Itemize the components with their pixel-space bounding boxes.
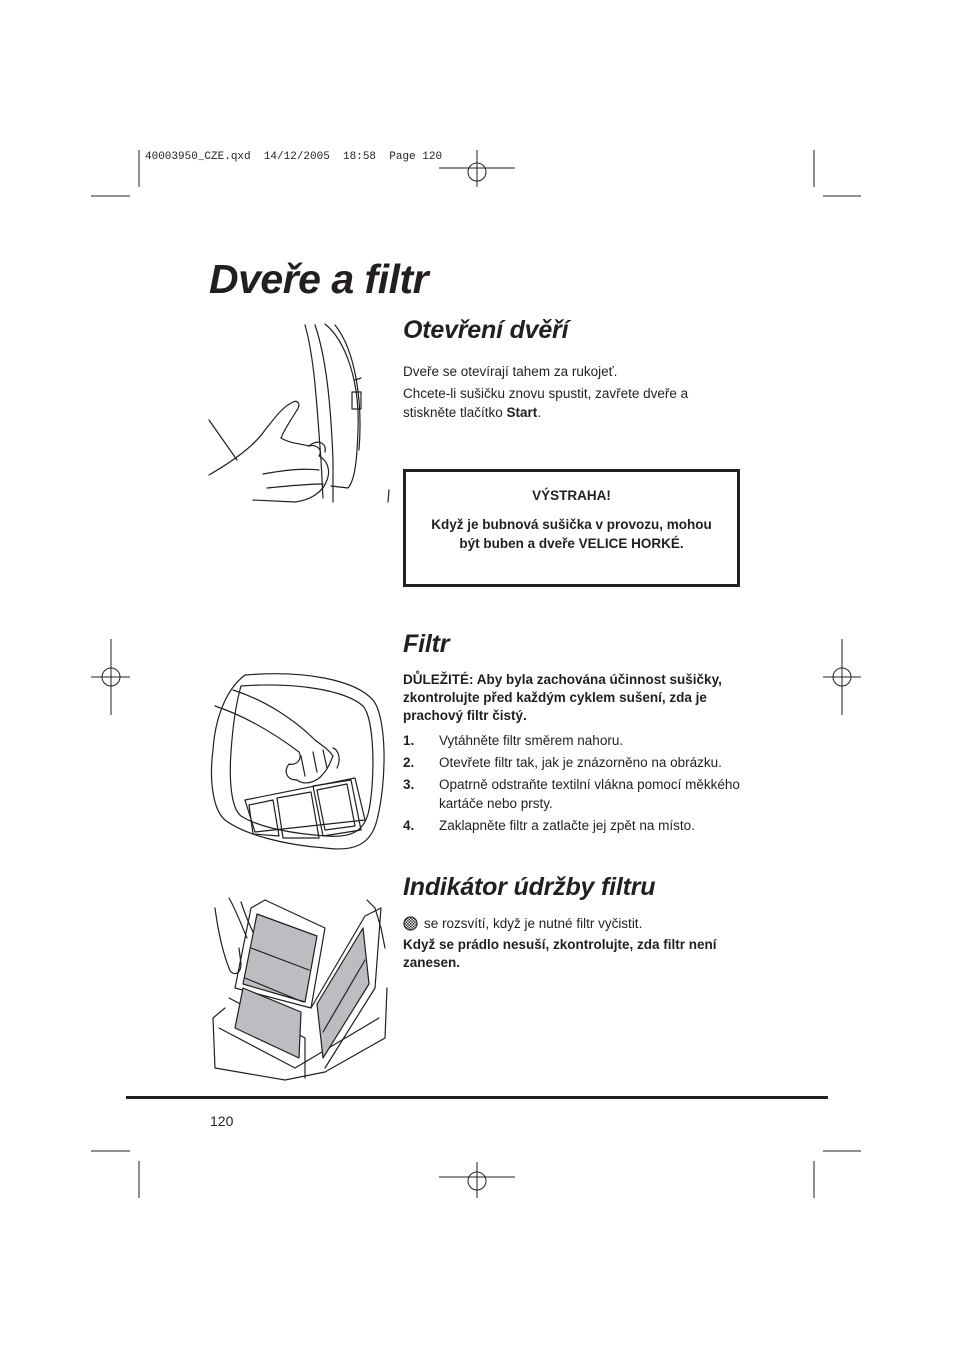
page-title: Dveře a filtr bbox=[209, 256, 429, 302]
print-slug: 40003950_CZE.qxd 14/12/2005 18:58 Page 120 bbox=[145, 151, 443, 163]
footer-rule bbox=[126, 1096, 828, 1099]
page-number: 120 bbox=[210, 1113, 234, 1129]
warning-box bbox=[403, 469, 740, 587]
step-text: Zaklapněte filtr a zatlačte jej zpět na místo. bbox=[439, 818, 695, 833]
step-text: Otevřete filtr tak, jak je znázorněno na obrázku. bbox=[439, 755, 722, 770]
list-item bbox=[403, 731, 743, 750]
warning-title: VÝSTRAHA! bbox=[532, 488, 611, 503]
filter-steps-list bbox=[403, 731, 743, 838]
list-item bbox=[403, 775, 743, 813]
hand-opening-door-illustration bbox=[205, 320, 395, 510]
filter-indicator-icon bbox=[403, 916, 418, 931]
indicator-section-heading: Indikátor údržby filtru bbox=[403, 873, 656, 901]
indicator-line-1-text: se rozsvítí, když je nutné filtr vyčistit. bbox=[424, 916, 643, 931]
list-item bbox=[403, 816, 743, 835]
door-section-heading: Otevření dvěří bbox=[403, 316, 569, 344]
list-item bbox=[403, 753, 743, 772]
start-label: Start bbox=[506, 405, 538, 420]
warning-text: Když je bubnová sušička v provozu, mohou být buben a dveře VELICE HORKÉ. bbox=[431, 517, 712, 551]
step-number: 2. bbox=[403, 755, 415, 770]
step-number: 3. bbox=[403, 777, 415, 792]
door-instruction-2-end: . bbox=[537, 405, 542, 420]
step-number: 4. bbox=[403, 818, 415, 833]
step-number: 1. bbox=[403, 733, 415, 748]
door-instruction-2 bbox=[403, 384, 733, 422]
indicator-line-2: Když se prádlo nesuší, zkontrolujte, zda filtr není zanesen. bbox=[403, 937, 717, 970]
filter-section-heading: Filtr bbox=[403, 630, 450, 658]
step-text: Opatrně odstraňte textilní vlákna pomocí měkkého kartáče nebo prsty. bbox=[439, 777, 740, 811]
step-text: Vytáhněte filtr směrem nahoru. bbox=[439, 733, 624, 748]
door-instruction-2-text: Chcete-li sušičku znovu spustit, zavřete dveře a stiskněte tlačítko bbox=[403, 386, 689, 420]
door-instruction-1: Dveře se otevírají tahem za rukojeť. bbox=[403, 364, 618, 379]
open-filter-illustration bbox=[205, 888, 395, 1083]
indicator-line-1 bbox=[403, 914, 743, 933]
filter-important-note: DŮLEŽITÉ: Aby byla zachována účinnost sušičky, zkontrolujte před každým cyklem sušení, zda je prachový filtr čistý. bbox=[403, 672, 722, 723]
filter-removal-illustration bbox=[205, 660, 395, 860]
